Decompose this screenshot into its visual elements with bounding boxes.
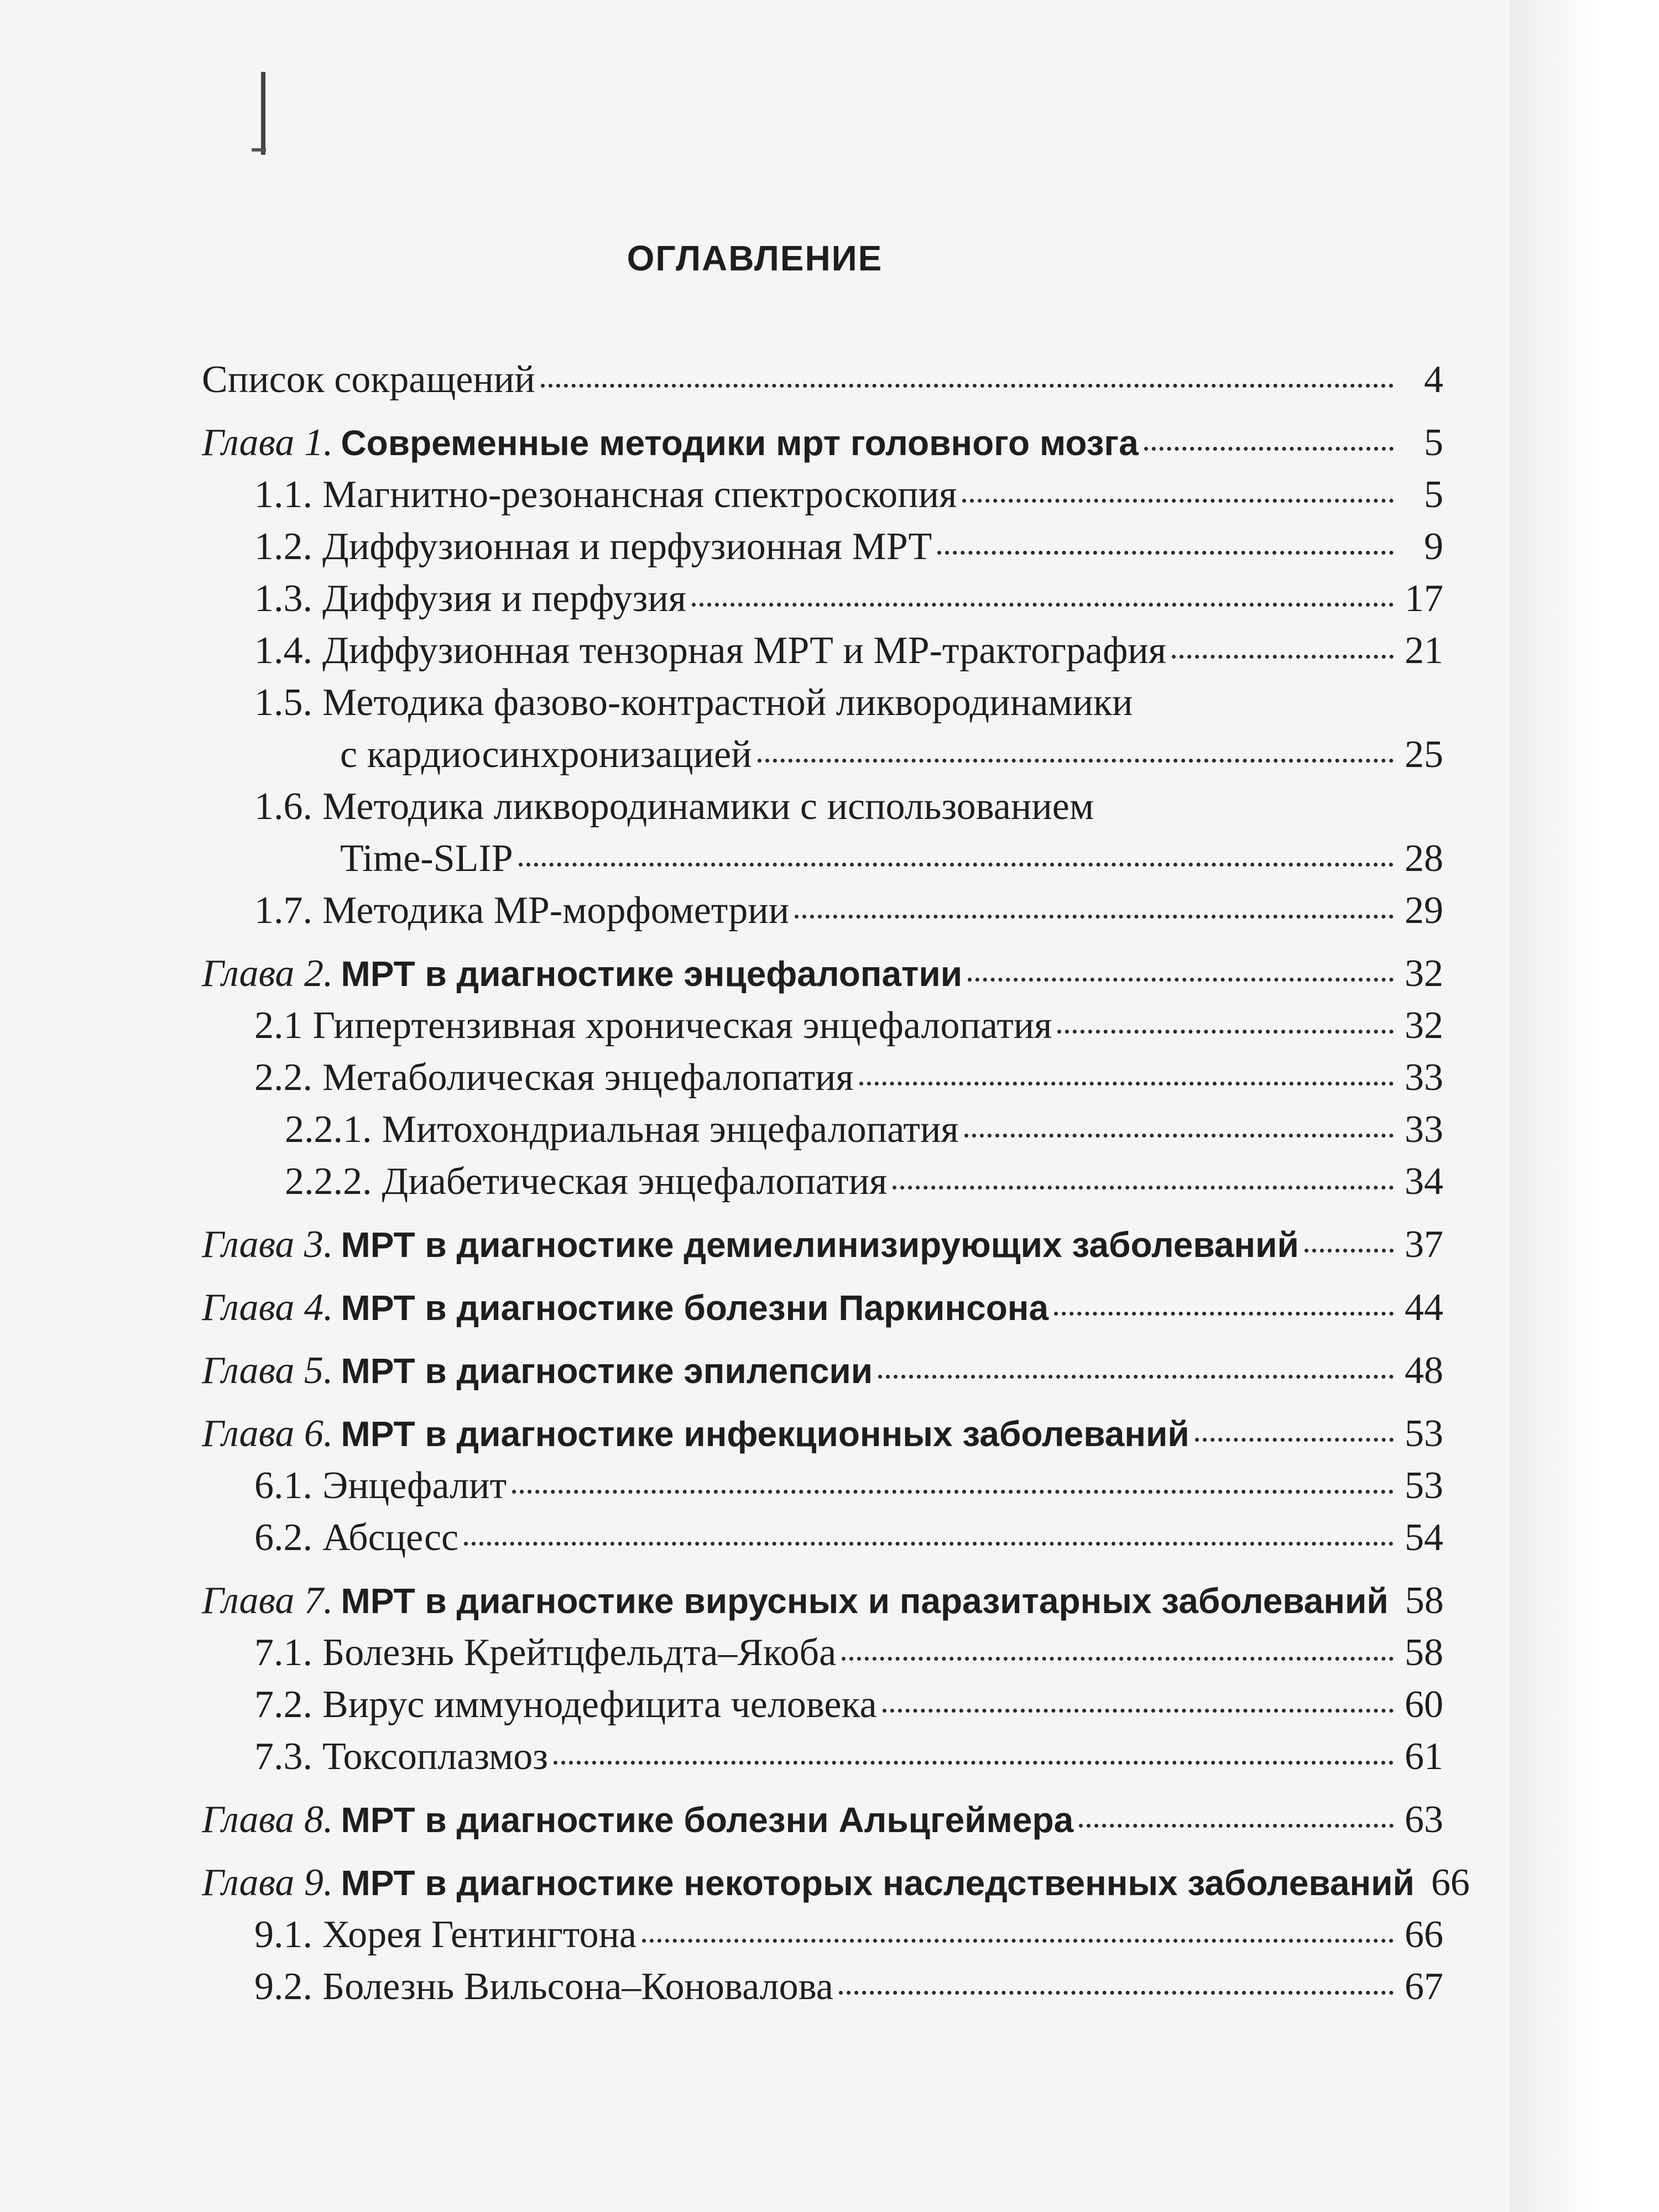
chapter-number: Глава 4. bbox=[202, 1286, 333, 1329]
entry-title: МРТ в диагностике эпилепсии bbox=[341, 1351, 873, 1391]
section-number: 7.2. bbox=[254, 1683, 312, 1726]
page-number: 66 bbox=[1431, 1861, 1470, 1904]
entry-title: МРТ в диагностике болезни Альцгеймера bbox=[341, 1800, 1074, 1840]
chapter-number: Глава 9. bbox=[202, 1861, 333, 1904]
entry-title: Болезнь Вильсона–Коновалова bbox=[322, 1965, 833, 2008]
toc-entry[interactable] bbox=[202, 469, 1443, 521]
entry-title-continuation: с кардиосинхронизацией bbox=[340, 733, 752, 776]
dot-leader bbox=[962, 499, 1394, 503]
entry-title: Диффузионная и перфузионная МРТ bbox=[322, 525, 932, 568]
entry-title: МРТ в диагностике демиелинизирующих заболеваний bbox=[341, 1225, 1299, 1265]
page-number: 5 bbox=[1424, 473, 1443, 516]
page-number: 29 bbox=[1405, 889, 1443, 932]
toc-entry[interactable] bbox=[202, 1909, 1443, 1961]
toc-entry[interactable] bbox=[202, 781, 1443, 833]
crop-mark bbox=[261, 72, 265, 155]
dot-leader bbox=[893, 1186, 1394, 1190]
toc-chapter-entry[interactable] bbox=[202, 1408, 1443, 1460]
toc-entry[interactable] bbox=[202, 1104, 1443, 1156]
section-number: 9.2. bbox=[254, 1965, 312, 2008]
toc-entry[interactable] bbox=[202, 1460, 1443, 1512]
toc-entry[interactable] bbox=[202, 1156, 1443, 1208]
toc-entry[interactable] bbox=[202, 1627, 1443, 1679]
page-number: 60 bbox=[1405, 1683, 1443, 1726]
chapter-number: Глава 8. bbox=[202, 1798, 333, 1841]
section-number: 1.2. bbox=[254, 525, 312, 568]
dot-leader bbox=[964, 1134, 1394, 1138]
entry-title: Болезнь Крейтцфельдта–Якоба bbox=[322, 1631, 837, 1674]
chapter-number: Глава 3. bbox=[202, 1223, 333, 1266]
entry-title: Диффузионная тензорная МРТ и МР-трактография bbox=[322, 629, 1166, 672]
section-number: 1.1. bbox=[254, 473, 312, 516]
entry-title: МРТ в диагностике энцефалопатии bbox=[341, 954, 963, 994]
page-number: 61 bbox=[1405, 1735, 1443, 1778]
section-number: 1.4. bbox=[254, 629, 312, 672]
toc-entry[interactable] bbox=[202, 1679, 1443, 1731]
page-number: 67 bbox=[1405, 1965, 1443, 2008]
entry-title: МРТ в диагностике инфекционных заболеваний bbox=[341, 1414, 1190, 1454]
page-number: 58 bbox=[1405, 1631, 1443, 1674]
toc-chapter-entry[interactable] bbox=[202, 1219, 1443, 1271]
section-number: 7.3. bbox=[254, 1735, 312, 1778]
page-number: 32 bbox=[1405, 952, 1443, 995]
toc-chapter-entry[interactable] bbox=[202, 1857, 1470, 1909]
page-number: 33 bbox=[1405, 1056, 1443, 1099]
dot-leader bbox=[878, 1375, 1394, 1379]
dot-leader bbox=[1079, 1824, 1394, 1828]
entry-title: Диффузия и перфузия bbox=[322, 577, 686, 620]
page-title: ОГЛАВЛЕНИЕ bbox=[627, 238, 883, 278]
entry-title: Метаболическая энцефалопатия bbox=[322, 1056, 854, 1099]
dot-leader bbox=[642, 1939, 1394, 1943]
dot-leader bbox=[464, 1542, 1394, 1546]
chapter-number: Глава 6. bbox=[202, 1412, 333, 1455]
toc-entry[interactable] bbox=[202, 677, 1443, 729]
section-number: 1.5. bbox=[254, 681, 312, 724]
entry-title: Диабетическая энцефалопатия bbox=[382, 1160, 888, 1203]
entry-title: Вирус иммунодефицита человека bbox=[322, 1683, 877, 1726]
chapter-number: Глава 1. bbox=[202, 421, 333, 464]
toc-entry[interactable] bbox=[202, 521, 1443, 573]
entry-title: Абсцесс bbox=[322, 1516, 459, 1559]
page-number: 37 bbox=[1405, 1223, 1443, 1266]
toc-entry[interactable] bbox=[202, 1512, 1443, 1564]
dot-leader bbox=[541, 384, 1394, 388]
toc-entry-continuation[interactable] bbox=[202, 833, 1443, 885]
section-number: 7.1. bbox=[254, 1631, 312, 1674]
dot-leader bbox=[1305, 1249, 1394, 1253]
dot-leader bbox=[1172, 655, 1394, 659]
page-number: 5 bbox=[1424, 421, 1443, 464]
dot-leader bbox=[692, 603, 1394, 607]
page-number: 21 bbox=[1405, 629, 1443, 672]
toc-entry[interactable] bbox=[202, 1052, 1443, 1104]
page-number: 17 bbox=[1405, 577, 1443, 620]
page-number: 44 bbox=[1405, 1286, 1443, 1329]
page-number: 53 bbox=[1405, 1412, 1443, 1455]
entry-title: МРТ в диагностике вирусных и паразитарных заболеваний bbox=[341, 1581, 1389, 1621]
dot-leader bbox=[554, 1761, 1394, 1765]
toc-chapter-entry[interactable] bbox=[202, 1282, 1443, 1334]
toc-chapter-entry[interactable] bbox=[202, 1575, 1443, 1627]
section-number: 9.1. bbox=[254, 1913, 312, 1956]
entry-title: Гипертензивная хроническая энцефалопатия bbox=[312, 1004, 1052, 1047]
page-number: 25 bbox=[1405, 733, 1443, 776]
entry-title: Методика фазово-контрастной ликвородинамики bbox=[322, 681, 1133, 724]
chapter-number: Глава 7. bbox=[202, 1579, 333, 1622]
dot-leader bbox=[1195, 1438, 1394, 1442]
section-number: 6.1. bbox=[254, 1464, 312, 1507]
dot-leader bbox=[937, 551, 1394, 555]
page-number: 34 bbox=[1405, 1160, 1443, 1203]
dot-leader bbox=[795, 915, 1394, 919]
dot-leader bbox=[758, 759, 1394, 763]
chapter-number: Глава 5. bbox=[202, 1349, 333, 1392]
entry-title: Магнитно-резонансная спектроскопия bbox=[322, 473, 957, 516]
section-number: 2.2.1. bbox=[285, 1108, 372, 1151]
entry-title: МРТ в диагностике болезни Паркинсона bbox=[341, 1288, 1049, 1328]
page-number: 33 bbox=[1405, 1108, 1443, 1151]
toc-entry[interactable] bbox=[202, 573, 1443, 625]
toc-chapter-entry[interactable] bbox=[202, 948, 1443, 1000]
section-number: 1.7. bbox=[254, 889, 312, 932]
toc-chapter-entry[interactable] bbox=[202, 1345, 1443, 1397]
dot-leader bbox=[1054, 1312, 1394, 1316]
dot-leader bbox=[839, 1991, 1394, 1995]
chapter-number: Глава 2. bbox=[202, 952, 333, 995]
dot-leader bbox=[519, 863, 1394, 867]
page-number: 48 bbox=[1405, 1349, 1443, 1392]
entry-title: Митохондриальная энцефалопатия bbox=[382, 1108, 959, 1151]
page-number: 53 bbox=[1405, 1464, 1443, 1507]
dot-leader bbox=[883, 1709, 1394, 1713]
dot-leader bbox=[859, 1082, 1394, 1086]
toc-entry[interactable] bbox=[202, 354, 1443, 406]
section-number: 1.6. bbox=[254, 785, 312, 828]
entry-title: Список сокращений bbox=[202, 358, 535, 401]
section-number: 2.2. bbox=[254, 1056, 312, 1099]
toc-entry[interactable] bbox=[202, 1961, 1443, 2013]
toc-entry[interactable] bbox=[202, 885, 1443, 937]
table-of-contents bbox=[202, 354, 1470, 2013]
dot-leader bbox=[842, 1657, 1394, 1661]
toc-entry-continuation[interactable] bbox=[202, 729, 1443, 781]
section-number: 1.3. bbox=[254, 577, 312, 620]
page-number: 9 bbox=[1424, 525, 1443, 568]
section-number: 2.1 bbox=[254, 1004, 303, 1047]
section-number: 6.2. bbox=[254, 1516, 312, 1559]
page-number: 4 bbox=[1424, 358, 1443, 401]
entry-title: Методика МР-морфометрии bbox=[322, 889, 790, 932]
page-number: 63 bbox=[1405, 1798, 1443, 1841]
entry-title: Токсоплазмоз bbox=[322, 1735, 548, 1778]
page-number: 28 bbox=[1405, 837, 1443, 880]
page-number: 32 bbox=[1405, 1004, 1443, 1047]
crop-mark-dash bbox=[252, 148, 266, 152]
toc-entry[interactable] bbox=[202, 1000, 1443, 1052]
toc-entry[interactable] bbox=[202, 625, 1443, 677]
entry-title: МРТ в диагностике некоторых наследственных заболеваний bbox=[341, 1863, 1415, 1903]
entry-title: Хорея Гентингтона bbox=[322, 1913, 637, 1956]
dot-leader bbox=[1057, 1030, 1394, 1034]
dot-leader bbox=[968, 978, 1394, 982]
page-edge bbox=[1510, 0, 1659, 2212]
dot-leader bbox=[512, 1490, 1394, 1494]
section-number: 2.2.2. bbox=[285, 1160, 372, 1203]
dot-leader bbox=[1144, 447, 1394, 451]
page-number: 66 bbox=[1405, 1913, 1443, 1956]
entry-title-continuation: Time-SLIP bbox=[340, 837, 513, 880]
entry-title: Энцефалит bbox=[322, 1464, 507, 1507]
page-number: 58 bbox=[1405, 1579, 1444, 1622]
toc-chapter-entry[interactable] bbox=[202, 417, 1443, 469]
toc-chapter-entry[interactable] bbox=[202, 1794, 1443, 1846]
page-number: 54 bbox=[1405, 1516, 1443, 1559]
entry-title: Современные методики мрт головного мозга bbox=[341, 423, 1139, 463]
entry-title: Методика ликвородинамики с использованием bbox=[322, 785, 1094, 828]
toc-entry[interactable] bbox=[202, 1731, 1443, 1783]
